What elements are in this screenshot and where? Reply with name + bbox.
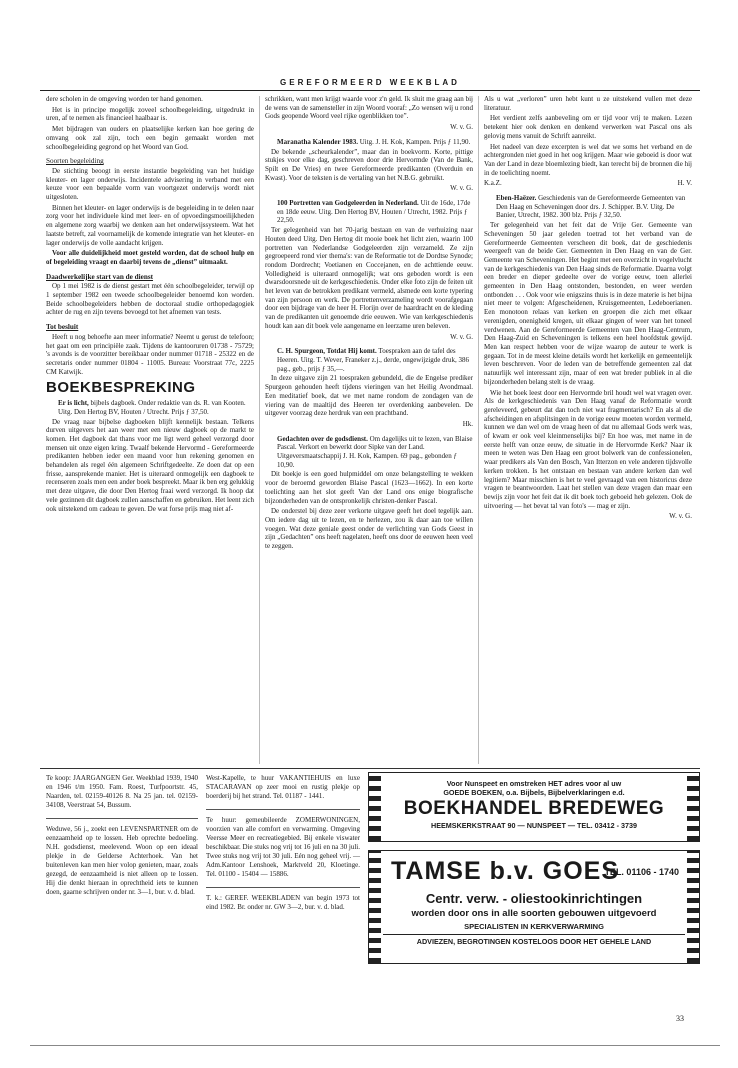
ad-separator bbox=[206, 809, 360, 810]
ad-line: GOEDE BOEKEN, o.a. Bijbels, Bijbelverklaringen e.d. bbox=[443, 788, 625, 797]
paragraph: dere scholen in de omgeving worden ter hand genomen. bbox=[46, 95, 203, 103]
book-title-bold: Gedachten over de godsdienst. bbox=[277, 434, 368, 443]
paragraph: De vraag naar bijbelse dagboeken blijft kennelijk bestaan. Telkens durven uitgevers het aan weer met een nieuw dagboek op de markt te komen. Het dagboek dat thans voor me ligt werd geheel verzorgd door mensen uit onze eigen kring. Twaalf bekende Hervormd - Gereformeerde predikanten hebben ieder een maand voor hun rekening genomen en behandelen als regel één algemeen Schriftgedeelte. Ze doen dat op een frisse, aansprekende manier. Het is uiteraard onmogelijk een dagboek te recenseren zoals men een ander boek bespreekt. Maar ik ben erg gelukkig met deze uitgave, die door Den Hertog fraai werd verzorgd. Ik hoop dat vele gezinnen dit dagboek zullen aanschaffen en gebruiken. Het leent zich ook uitstekend om cadeau te geven. De wat forse prijs mag niet af- bbox=[46, 417, 254, 513]
ad-line: Voor Nunspeet en omstreken HET adres voor al uw bbox=[446, 779, 622, 788]
section-heading: Tot besluit bbox=[46, 323, 79, 332]
paragraph: Binnen het kleuter- en lager onderwijs is de begeleiding in te delen naar zorg voor het individuele kind met leer- en of opvoedingsmoeilijkheden en algemene zorg waarbij we denken aan het onderwijssysteem. Wat het laatste betreft, zal voornamelijk de komende integratie van het kleuter- en lager onderwijs de volle aandacht krijgen. bbox=[46, 203, 254, 247]
classified-ad: West-Kapelle, te huur VAKANTIEHUIS en luxe STACARAVAN op zeer mooi en rustig plekje op boerderij bij het strand. Tel. 01187 - 1441. bbox=[206, 774, 360, 800]
paragraph: Het verdient zelfs aanbeveling om er tijd voor vrij te maken. Lezen betekent hier ook denken en denkend verwerken wat Pascal ons als gelovig mens vanuit de Schrift aanreikt. bbox=[484, 114, 692, 140]
book-title-rest: Toespraken aan de tafel des Heeren. Uitg. T. Wever, Franeker z.j., derde, ongewijzigde druk, 386 pag., geb., prijs ƒ 35,—. bbox=[277, 347, 469, 373]
book-title-bold: 100 Portretten van Godgeleerden in Nederland. bbox=[277, 199, 419, 208]
section-heading: Daadwerkelijke start van de dienst bbox=[46, 272, 154, 281]
ad-phone: TEL. 01106 - 1740 bbox=[604, 867, 679, 877]
book-title bbox=[277, 347, 473, 373]
paragraph-bold: Voor alle duidelijkheid moet gesteld worden, dat de school hulp en of begeleiding vraagt en daarbij tevens de „dienst” uitmaakt. bbox=[46, 249, 254, 266]
signature: W. v. G. bbox=[450, 332, 473, 341]
paragraph: Op 1 mei 1982 is de dienst gestart met één schoolbegeleider, terwijl op 1 september 1982 een tweede schoolbegeleider benoemd kon worden. Beide schoolbegeleiders hebben de doctoraal studie orthopedagogiek achter de rug en zijn tevens bevoegd tot het afnemen van tests. bbox=[46, 282, 254, 317]
book-title bbox=[277, 435, 473, 470]
book-title bbox=[277, 199, 473, 225]
paragraph: Het is in principe mogelijk zoveel schoolbegeleiding, uitgedrukt in uren, af te nemen als financieel haalbaar is. bbox=[46, 105, 254, 123]
paragraph: schrikken, want men krijgt waarde voor z'n geld. Ik sluit me graag aan bij de wens van de samensteller in zijn Woord vooraf: „Zo wensen wij u rond Gods geopende Woord veel rijke ogenblikken toe”. bbox=[265, 95, 473, 121]
book-title-bold: C. H. Spurgeon, Totdat Hij komt. bbox=[277, 347, 377, 356]
ad-boekhandel bbox=[368, 772, 700, 842]
paragraph: Het nadeel van deze excerpten is wel dat we soms het verband en de achtergronden niet goed in het oog krijgen. Maar wie geboeid is door wat Van der Land in deze bloemlezing biedt, kan terecht bij de bronnen die hij in de toelichting noemt. bbox=[484, 142, 692, 177]
column-3 bbox=[484, 95, 692, 524]
signature: K.a.Z. bbox=[484, 179, 502, 188]
classified-ad: T. k.: GEREF. WEEKBLADEN van begin 1973 tot eind 1982. Br. onder nr. GW 3—2, bur. v. d. blad. bbox=[206, 894, 360, 911]
paragraph: De bekende „scheurkalender”, maar dan in boekvorm. Korte, pittige stukjes voor elke dag, geschreven door drie Hervormde (Van de Bank, Spilt en De Vries) en twee Gereformeerde predikanten (Overduin en Kwast). Voor de teksten is de vertaling van het N.B.G. gebruikt. bbox=[265, 147, 473, 182]
paragraph: Ter gelegenheid van het feit dat de Vrije Ger. Gemeente van Scheveningen 50 jaar geleden toetrad tot het verband van de Gereformeerde Gemeenten verscheen dit boek, dat de geschiedenis weergeeft van de beide Ger. Gemeenten in Den Haag en van de Ger. Gemeente van Scheveningen. Het begint met een overzicht in vogelvlucht van de kerkgeschiedenis van Den Haag sinds de Reformatie. Daarna volgt een breder en dieper gedeelte over de vorige eeuw, toen allerlei gemeenten in Den Haag ontstonden, bestonden, en weer werden ontbonden . . . Ook voor wie enigszins thuis is in deze materie is het bijna niet meer te volgen: Afgescheidenen, Kruisgemeenten, Ledeboerianen. Een monotoon relaas van kerken en groepen die zich met elkaar verenigden, onenigheid kregen, uit elkaar gingen of weer van het toneel verdwenen. Aan de Gereformeerde Gemeenten van Den Haag-Centrum, Den Haag-Zuid en Scheveningen is telkens een heel hoofdstuk gewijd. Men kan respect hebben voor de wijze waarop de auteur te werk is gegaan. Tot in de meest kleine details wordt het kerkelijk en gemeentelijk leven beschreven. Voor de leden van de betreffende gemeenten zal dat natuurlijk wel interessant zijn, maar of een wat breder publiek in al die bijzonderheden belang stelt is de vraag. bbox=[484, 221, 692, 386]
signature-row bbox=[484, 179, 692, 188]
ad-separator bbox=[206, 887, 360, 888]
book-title bbox=[277, 138, 473, 147]
paragraph: In deze uitgave zijn 21 toespraken gebundeld, die de Engelse prediker Spurgeon gehouden heeft tijdens vieringen van het Heilig Avondmaal. Een meditatief boek, dat we met name rondom de zondagen van de viering van de maaltijd des Heeren ter overdenking aanbevelen. De uitgever voorzag deze herdruk van een prachtband. bbox=[265, 374, 473, 418]
ad-separator bbox=[46, 818, 198, 819]
classified-ad: Te koop: JAARGANGEN Ger. Weekblad 1939, 1940 en 1946 t/m 1950. Fam. Roest, Turfpoortstr. 45, Naarden, tel. 02159-40126 8. Na 25 jan. tel. 02159-34108, Veerstraat 54, Bussum. bbox=[46, 774, 198, 809]
ad-company-name: TAMSE b.v. GOES bbox=[391, 857, 619, 885]
signature: W. v. G. bbox=[450, 184, 473, 193]
book-title-bold: Maranatha Kalender 1983. bbox=[277, 137, 358, 146]
checker-border bbox=[687, 773, 699, 841]
book-title-rest: Uitg. J. H. Kok, Kampen. Prijs ƒ 11,90. bbox=[357, 137, 471, 146]
classified-column-a bbox=[46, 774, 198, 905]
column-2 bbox=[265, 95, 473, 553]
footer-rule bbox=[30, 1045, 720, 1046]
book-title-rest: Geschiedenis van de Gereformeerde Gemeenten van Den Haag en Scheveningen door drs. J. Schipper. B.V. Uitg. De Banier, Utrecht, 1982. 300 blz. Prijs ƒ 32,50. bbox=[496, 194, 686, 220]
section-heading: Soorten begeleiding bbox=[46, 157, 104, 166]
ad-line: ADVIEZEN, BEGROTINGEN KOSTELOOS DOOR HET GEHELE LAND bbox=[383, 934, 685, 946]
page-number: 33 bbox=[676, 1014, 684, 1023]
signature: H. V. bbox=[677, 179, 692, 188]
ads-rule bbox=[40, 768, 700, 769]
signature: Hk. bbox=[462, 419, 473, 428]
paragraph: Heeft u nog behoefte aan meer informatie? Neemt u gerust de telefoon; het gaat om een principiële zaak. Tijdens de kantooruren 01738 - 75729; 's avonds is de voorzitter bereikbaar onder nummer 01718 - 25322 en de secretaris onder nummer 01804 - 11005. Bureau: Voorstraat 77c, 2225 CM Katwijk. bbox=[46, 332, 254, 376]
book-title-rest: Om dagelijks uit te lezen, van Blaise Pascal. Verkort en bewerkt door Sipke van der Land. Uitgeversmaatschappij J. H. Kok, Kampen. 69 pag., gebonden ƒ 10,90. bbox=[277, 434, 473, 469]
column-divider bbox=[478, 96, 479, 764]
paragraph: Dit boekje is een goed hulpmiddel om onze belangstelling te wekken voor de beroemd geworden Blaise Pascal (1623—1662). In een korte toelichting aan het slot geeft Van der Land ons enige biografische bijzonderheden van de ontspronkelijk christen-denker Pascal. bbox=[265, 470, 473, 505]
ad-line: Centr. verw. - oliestookinrichtingen bbox=[425, 891, 643, 906]
paragraph: Wie het boek leest door een Hervormde bril houdt wel wat vragen over. Als de kerkgeschiedenis van Den Haag vanaf de Reformatie wordt gereleveerd, gebeurt dat dan toch niet wat fragmentarisch? En als al die afscheidingen en afsplitsingen in de vorige eeuw moeten worden vermeld, kunnen we dan wel om de vraag heen of dat nu allemaal Gods werk was, of kwam er ook veel kleinmenselijks bij? En hoe was, met name in de eerste helft van onze eeuw, de situatie in de Hervormde Kerk? Naar ik meen te weten was Den Haag een groot bolwerk van de confessionelen, waar predikers als Van den Bosch, Van Itterzon en vele anderen tijdsvolle kerken trokken. Is het ontstaan en bestaan van andere kerken dan wel legitiem? Maar misschien is het te veel gevraagd van een historicus deze vragen te beantwoorden. Laat het stellen van deze vragen dan maar een bewijs zijn voor het feit dat ik dit boek toch geboeid heb gelezen. Ook de uitvoering — het bevat tal van foto's — mag er zijn. bbox=[484, 388, 692, 510]
ad-address: HEEMSKERKSTRAAT 90 — NUNSPEET — TEL. 03412 - 3739 bbox=[431, 821, 637, 830]
paragraph: Met bijdragen van ouders en plaatselijke kerken kan hoe gering de omvang ook zal zijn, toch een begin gemaakt worden met schoolbegeleiding gegrond op het Woord van God. bbox=[46, 125, 254, 151]
classified-ad: Te huur: gemeubileerde ZOMERWONINGEN, voorzien van alle comfort en verwarming. Omgeving Veersse Meer en recreatiegebied. Bij enkele viswater beschikbaar. Die stuks nog vrij tot 16 juli en na 30 juli. Twee stuks nog vrij tot 30 juli. Eén nog geheel vrij. — Adm.Kantoor Lenshoek, Marktveld 20, Kloetinge. Tel. 01100 - 15404 — 15886. bbox=[206, 816, 360, 878]
ad-line: worden door ons in alle soorten gebouwen uitgevoerd bbox=[411, 908, 657, 919]
paragraph: De stichting beoogt in eerste instantie begeleiding van het huidige kleuter- en lager onderwijs. Incidentele advisering in verband met een keuze voor een bepaalde vorm van voortgezet onderwijs wordt niet uitgesloten. bbox=[46, 166, 254, 202]
book-title-bold: Er is licht, bbox=[58, 399, 89, 408]
book-title-rest: bijbels dagboek. Onder redaktie van ds. R. van Kooten. Uitg. Den Hertog BV, Houten / Utrecht. Prijs ƒ 37,50. bbox=[58, 399, 246, 416]
ad-header-row bbox=[369, 857, 699, 891]
classified-ad: Weduwe, 56 j., zoekt een LEVENSPARTNER om de eenzaamheid op te lossen. Heb oprechte bedoeling. N.H. godsdienst, meelevend. Woon op een ideaal plekje in de Gelderse Achterhoek. Van het buitenleven kan men hier volop genieten, maar, zoals gezegd, de eenzaamheid is niet alleen op te lossen. Hij die denkt hieraan in oprechtheid iets te kunnen doen, gaarne schrijven onder nr. 3—1, bur. v. d. blad. bbox=[46, 825, 198, 896]
classified-column-b bbox=[206, 774, 360, 920]
ad-line: SPECIALISTEN IN KERKVERWARMING bbox=[464, 922, 604, 931]
book-title bbox=[58, 399, 254, 416]
checker-border bbox=[369, 773, 381, 841]
masthead: GEREFORMEERD WEEKBLAD bbox=[280, 78, 460, 87]
paragraph: Ter gelegenheid van het 70-jarig bestaan en van de verhuizing naar Houten deed Uitg. Den Hertog dit mooie boek het licht zien, waarin 100 portretten van Nederlandse Godgeleerden zijn verzameld. Ze zijn gegroepeerd rond vier thema's: van de Reformatie tot de Dordtse Synode; rondom Dordrecht; Voetianen en Coccejanen, en de achttiende eeuw. Volledigheid is uiteraard onmogelijk; wat ons geboden wordt is een dwarsdoorsnede uit de kerkgeschiedenis. Onder elke foto zijn de feiten uit het leven van de betrokken predikant vermeld, alsmede een korte typering van zijn persoon en werk. De portrettenverzameling wordt voorafgegaan door een bijdrage van de heer H. Florijn over de haardracht en de kleding van de predikanten uit genoemde drie eeuwen. Wie van kerkgeschiedenis houdt kan aan dit boek vele aangename en leerzame uren beleven. bbox=[265, 226, 473, 330]
book-title-bold: Eben-Haëzer. bbox=[496, 194, 537, 203]
book-title bbox=[496, 194, 692, 220]
ad-company-name: BOEKHANDEL BREDEWEG bbox=[403, 798, 665, 819]
boekbespreking-heading: BOEKBESPREKING bbox=[46, 379, 196, 397]
signature: W. v. G. bbox=[450, 123, 473, 132]
ad-tamse bbox=[368, 850, 700, 964]
signature: W. v. G. bbox=[669, 512, 692, 521]
paragraph: De onderstel bij deze zeer verkorte uitgave geeft het doel tegelijk aan. Om iedere dag uit te lezen, en te herlezen, zou ik daar aan toe willen voegen. Wat deze geniale geest onder de verlichting van Gods Geest in zijn „Gedachten” ons heeft nagelaten, heeft ons door de eeuwen heen veel te zeggen. bbox=[265, 507, 473, 551]
masthead-rule bbox=[40, 90, 700, 91]
paragraph: Als u wat „verloren” uren hebt kunt u ze uitstekend vullen met deze literatuur. bbox=[484, 95, 692, 112]
column-1 bbox=[46, 95, 254, 515]
book-title-rest: Uit de 16de, 17de en 18de eeuw. Uitg. Den Hertog BV, Houten / Utrecht, 1982. Prijs ƒ 22,50. bbox=[277, 199, 471, 225]
column-divider bbox=[259, 96, 260, 764]
